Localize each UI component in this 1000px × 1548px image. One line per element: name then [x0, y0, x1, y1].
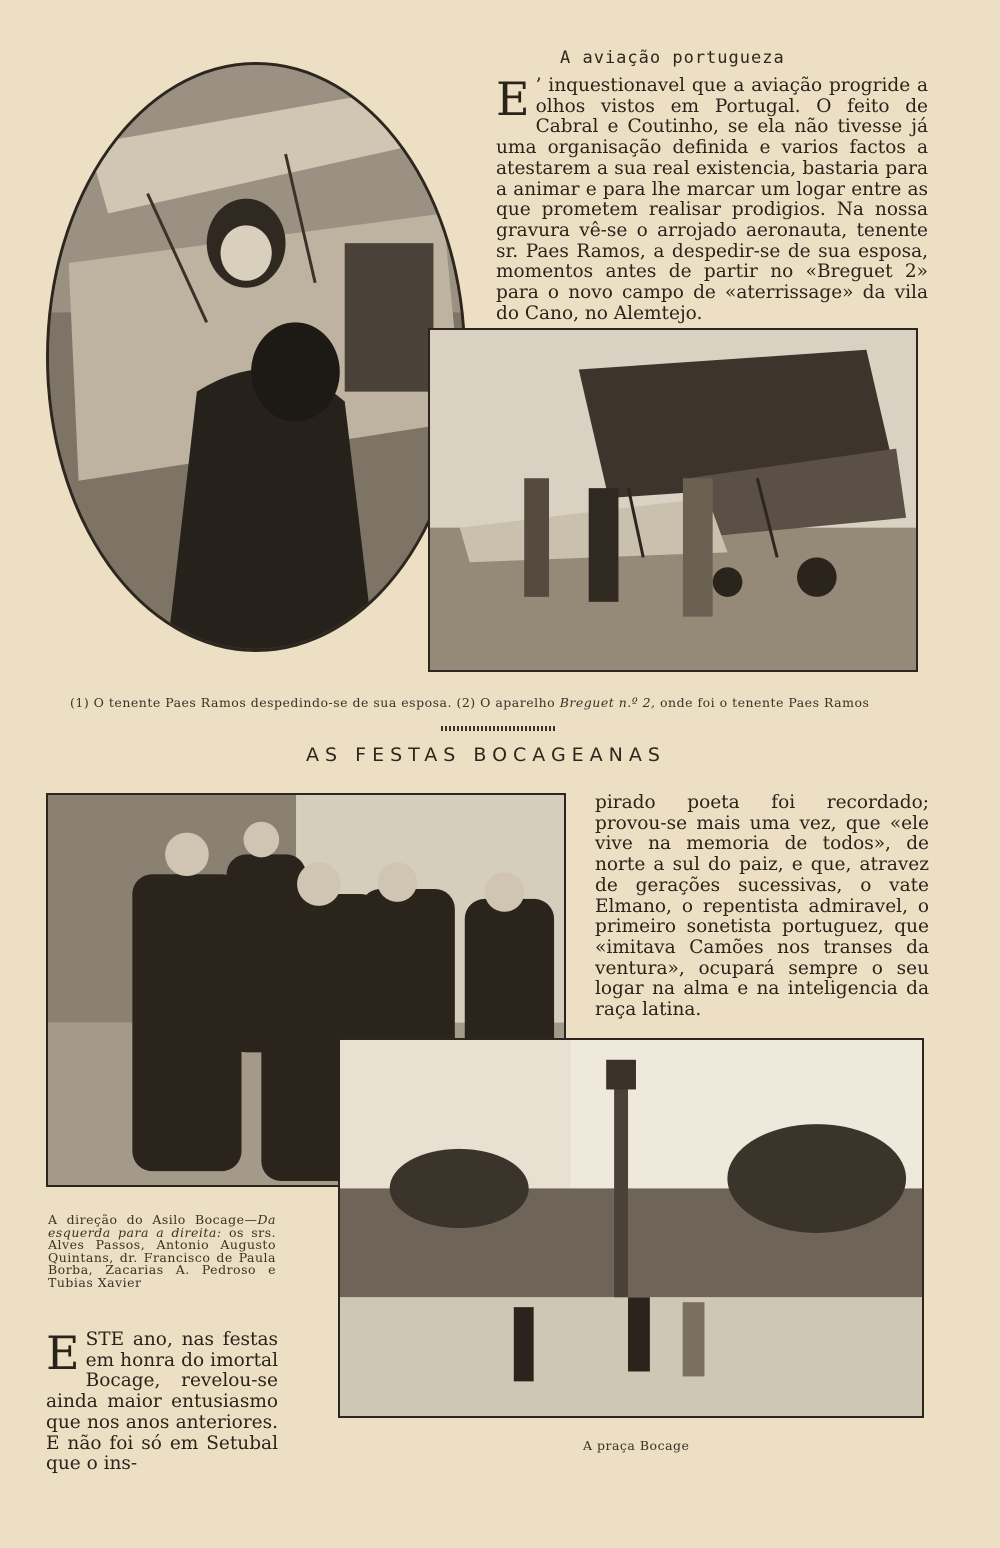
aviation-captions: [70, 695, 930, 710]
breguet-aircraft-image: [430, 330, 916, 670]
board-caption-intro: A direção do Asilo Bocage—: [48, 1212, 258, 1227]
bocage-section-title: AS FESTAS BOCAGEANAS: [306, 744, 666, 766]
bocage-right-column: pirado poeta foi recordado; provou-se mais uma vez, que «ele vive na memoria de todos», de norte a sul do paiz, e que, atravez de gerações sucessivas, o vate Elmano, o repentista admiravel, o primeiro sonetista portuguez, que «imitava Camões nos transes da ventura», ocupará sempre o seu logar na alma e na inteligencia da raça latina.: [595, 792, 929, 1021]
board-caption-direction: Da esquerda para a direita:: [48, 1212, 276, 1240]
photo-breguet-aircraft: [428, 328, 918, 672]
aviation-body: ’ inquestionavel que a aviação progride a olhos vistos em Portugal. O feito de Cabral e Coutinho, se ela não tivesse já uma organisação definida e varios factos a atestarem a sua real existencia, bastaria para a animar e para lhe marcar um logar entre as que prometem realisar prodigios. Na nossa gravura vê-se o arrojado aeronauta, tenente sr. Paes Ramos, a despedir-se de sua esposa, momentos antes de partir no «Breguet 2» para o novo campo de «aterrissage» da vila do Cano, no Alemtejo.: [496, 75, 928, 324]
board-caption: [48, 1214, 276, 1290]
aviator-farewell-image: [49, 65, 463, 649]
photo-aviator-farewell: [46, 62, 466, 652]
section-divider: [441, 726, 557, 731]
bocage-left-body: STE ano, nas festas em honra do imortal Bocage, revelou-se ainda maior entusiasmo que nos anos anteriores. E não foi só em Setubal que o ins-: [46, 1329, 278, 1475]
caption-photo-2-aircraft: Breguet n.º 2,: [559, 695, 656, 710]
caption-photo-2-prefix: (2) O aparelho: [456, 695, 556, 710]
praca-caption: A praça Bocage: [583, 1438, 690, 1453]
bocage-dropcap: E: [46, 1326, 80, 1380]
bocage-left-column: [46, 1326, 278, 1475]
aviation-dropcap: E: [496, 72, 530, 126]
caption-photo-2-suffix: onde foi o tenente Paes Ramos: [660, 695, 870, 710]
photo-praca-bocage: [338, 1038, 924, 1418]
aviation-article-text: [496, 72, 928, 324]
praca-bocage-image: [340, 1040, 922, 1416]
board-caption-names: os srs. Alves Passos, Antonio Augusto Quintans, dr. Francisco de Paula Borba, Zacarias A. Pedroso e Tubias Xavier: [48, 1224, 276, 1290]
caption-photo-1: (1) O tenente Paes Ramos despedindo-se de sua esposa.: [70, 695, 452, 710]
aviation-heading: A aviação portugueza: [560, 48, 785, 68]
